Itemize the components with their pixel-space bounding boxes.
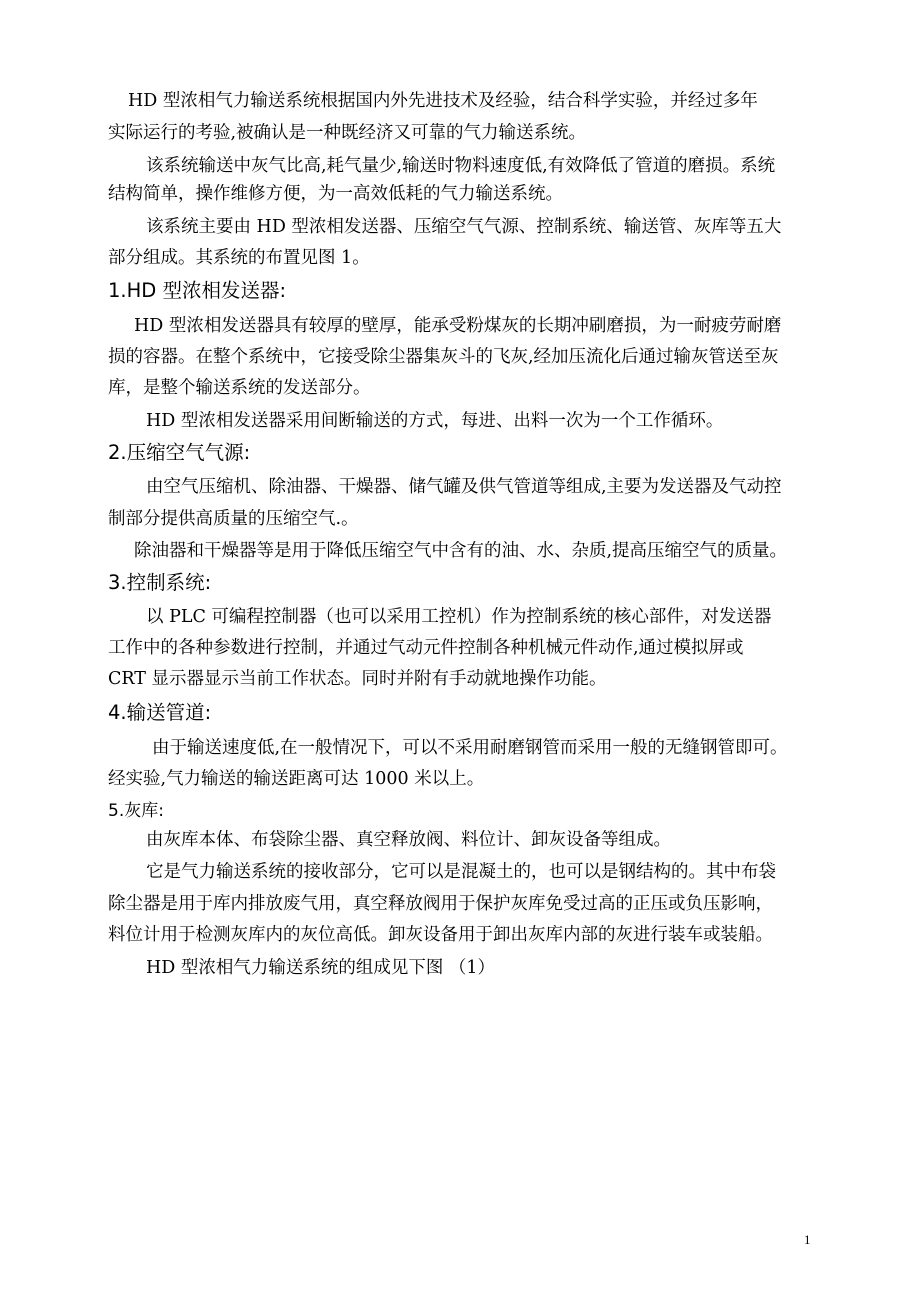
section5-p2-line3: 料位计用于检测灰库内的灰位高低。卸灰设备用于卸出灰库内部的灰进行装车或装船。 xyxy=(108,925,773,945)
section3-p1-line2: 工作中的各种参数进行控制，并通过气动元件控制各种机械元件动作,通过模拟屏或 xyxy=(108,638,744,658)
section1-p1-line2: 损的容器。在整个系统中，它接受除尘器集灰斗的飞灰,经加压流化后通过输灰管送至灰 xyxy=(108,347,779,367)
section3-heading: 3.控制系统: xyxy=(108,571,212,594)
section1-heading: 1.HD 型浓相发送器: xyxy=(108,279,287,302)
section4-p1-line2: 经实验,气力输送的输送距离可达 1000 米以上。 xyxy=(108,769,485,789)
section5-p3-line1: HD 型浓相气力输送系统的组成见下图 （1） xyxy=(146,958,496,978)
intro-p1-line2: 实际运行的考验,被确认是一种既经济又可靠的气力输送系统。 xyxy=(108,123,587,143)
section4-heading: 4.输送管道: xyxy=(108,701,212,724)
section1-p1-line1: HD 型浓相发送器具有较厚的壁厚，能承受粉煤灰的长期冲刷磨损，为一耐疲劳耐磨 xyxy=(134,316,782,336)
intro-p2-line1: 该系统输送中灰气比高,耗气量少,输送时物料速度低,有效降低了管道的磨损。系统 xyxy=(146,156,776,176)
section2-p1-line1: 由空气压缩机、除油器、干燥器、储气罐及供气管道等组成,主要为发送器及气动控 xyxy=(146,477,782,497)
section2-heading: 2.压缩空气气源: xyxy=(108,441,251,464)
section1-p1-line3: 库，是整个输送系统的发送部分。 xyxy=(108,378,371,398)
section5-p2-line2: 除尘器是用于库内排放废气用，真空释放阀用于保护灰库免受过高的正压或负压影响， xyxy=(108,894,773,914)
intro-p1-line1: HD 型浓相气力输送系统根据国内外先进技术及经验，结合科学实验，并经过多年 xyxy=(128,91,758,111)
intro-p2-line2: 结构简单，操作维修方便，为一高效低耗的气力输送系统。 xyxy=(108,184,563,204)
section2-p1-line2: 制部分提供高质量的压缩空气.。 xyxy=(108,509,359,529)
section1-p2-line1: HD 型浓相发送器采用间断输送的方式，每进、出料一次为一个工作循环。 xyxy=(146,411,724,431)
section2-p2-line1: 除油器和干燥器等是用于降低压缩空气中含有的油、水、杂质,提高压缩空气的质量。 xyxy=(134,541,788,561)
section5-p2-line1: 它是气力输送系统的接收部分，它可以是混凝土的，也可以是钢结构的。其中布袋 xyxy=(146,862,776,882)
section3-p1-line1: 以 PLC 可编程控制器（也可以采用工控机）作为控制系统的核心部件，对发送器 xyxy=(146,607,772,627)
section5-heading: 5.灰库: xyxy=(108,801,164,821)
section5-p1-line1: 由灰库本体、布袋除尘器、真空释放阀、料位计、卸灰设备等组成。 xyxy=(146,830,671,850)
page-number: 1 xyxy=(804,1232,811,1247)
section3-p1-line3: CRT 显示器显示当前工作状态。同时并附有手动就地操作功能。 xyxy=(108,669,607,689)
section4-p1-line1: 由于输送速度低,在一般情况下，可以不采用耐磨钢管而采用一般的无缝钢管即可。 xyxy=(152,738,788,758)
intro-p3-line1: 该系统主要由 HD 型浓相发送器、压缩空气气源、控制系统、输送管、灰库等五大 xyxy=(146,217,782,237)
intro-p3-line2: 部分组成。其系统的布置见图 1。 xyxy=(108,248,370,268)
